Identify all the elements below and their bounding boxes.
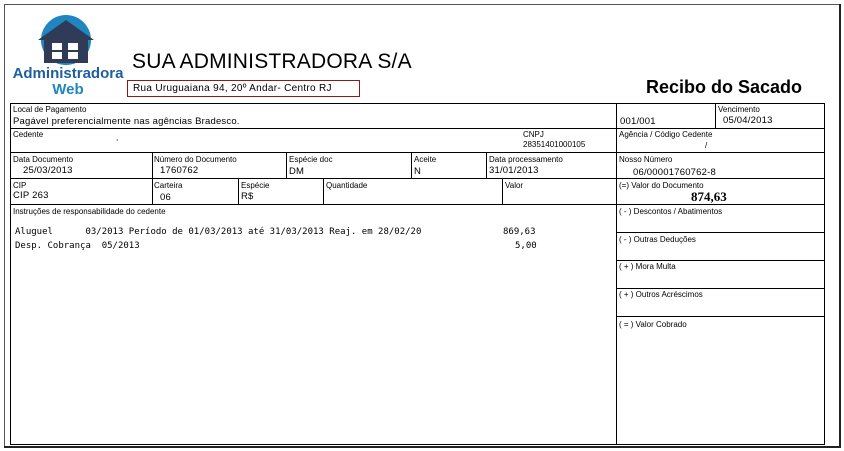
data-processamento-value: 31/01/2013 — [489, 165, 539, 176]
local-pagamento-label: Local de Pagamento — [13, 105, 87, 114]
especie-doc-value: DM — [289, 166, 305, 177]
column-divider — [286, 152, 287, 178]
row-divider — [616, 232, 824, 233]
cedente-label: Cedente — [13, 130, 44, 139]
valor-cobrado-label: ( = ) Valor Cobrado — [619, 320, 687, 329]
page-border-bottom — [4, 446, 840, 448]
company-logo — [8, 14, 128, 96]
page-border-top — [4, 4, 840, 5]
outros-acrescimos-label: ( + ) Outros Acréscimos — [619, 290, 703, 299]
column-divider — [486, 152, 487, 178]
valor-documento-value: 874,63 — [691, 189, 727, 204]
especie-label: Espécie — [241, 181, 270, 190]
column-divider — [152, 178, 153, 204]
row-divider — [11, 178, 824, 179]
aceite-label: Aceite — [414, 155, 437, 164]
logo-text-administradora: Administradora — [12, 65, 124, 82]
data-documento-value: 25/03/2013 — [23, 165, 73, 176]
numero-documento-label: Número do Documento — [154, 155, 237, 164]
numero-documento-value: 1760762 — [160, 165, 199, 176]
outras-deducoes-label: ( - ) Outras Deduções — [619, 235, 696, 244]
logo-text-web: Web — [52, 81, 84, 96]
column-divider — [411, 152, 412, 178]
cip-value: CIP 263 — [13, 190, 49, 201]
data-documento-label: Data Documento — [13, 155, 74, 164]
parcela-value: 001/001 — [620, 116, 656, 127]
company-name: SUA ADMINISTRADORA S/A — [132, 50, 412, 73]
column-divider — [715, 104, 716, 128]
carteira-label: Carteira — [154, 181, 183, 190]
valor-label: Valor — [505, 181, 524, 190]
row-divider — [11, 152, 824, 153]
especie-value: R$ — [241, 191, 254, 202]
cedente-value: , — [116, 133, 119, 142]
row-divider — [616, 260, 824, 261]
row-divider — [616, 288, 824, 289]
column-divider — [323, 178, 324, 204]
document-title: Recibo do Sacado — [646, 77, 803, 97]
descontos-label: ( - ) Descontos / Abatimentos — [619, 207, 723, 216]
column-divider — [152, 152, 153, 178]
agencia-value: / — [705, 141, 708, 150]
local-pagamento-value: Pagável preferencialmente nas agências Bradesco. — [13, 116, 240, 127]
cnpj-label: CNPJ — [523, 130, 544, 139]
instrucoes-label: Instruções de responsabilidade do cedente — [13, 207, 166, 216]
cnpj-value: 28351401000105 — [523, 140, 586, 149]
aceite-value: N — [414, 166, 422, 177]
instrucao-line-1-amount: 869,63 — [503, 227, 536, 237]
house-icon — [8, 14, 128, 96]
receipt-form — [10, 103, 825, 445]
instrucao-line-2-amount: 5,00 — [515, 241, 537, 251]
especie-doc-label: Espécie doc — [289, 155, 333, 164]
nosso-numero-label: Nosso Número — [619, 155, 673, 164]
mora-multa-label: ( + ) Mora Multa — [619, 262, 676, 271]
valor-documento-label: (=) Valor do Documento — [619, 181, 704, 190]
agencia-label: Agência / Código Cedente — [619, 130, 713, 139]
vencimento-label: Vencimento — [718, 105, 760, 114]
cip-label: CIP — [13, 181, 27, 190]
instrucao-line-1-text: Aluguel 03/2013 Período de 01/03/2013 até 31/03/2013 Reaj. em 28/02/20 — [15, 227, 422, 237]
row-divider — [616, 316, 824, 317]
instrucao-line-2-text: Desp. Cobrança 05/2013 — [15, 241, 140, 251]
data-processamento-label: Data processamento — [489, 155, 563, 164]
vencimento-value: 05/04/2013 — [723, 115, 773, 126]
nosso-numero-value: 06/00001760762-8 — [633, 167, 716, 178]
page-border-right — [839, 4, 841, 448]
quantidade-label: Quantidade — [326, 181, 368, 190]
row-divider — [11, 128, 824, 129]
carteira-value: 06 — [160, 192, 171, 203]
column-divider — [616, 104, 617, 444]
column-divider — [238, 178, 239, 204]
company-address: Rua Uruguaiana 94, 20º Andar- Centro RJ — [127, 80, 360, 97]
column-divider — [502, 178, 503, 204]
page-border-left — [4, 4, 5, 448]
